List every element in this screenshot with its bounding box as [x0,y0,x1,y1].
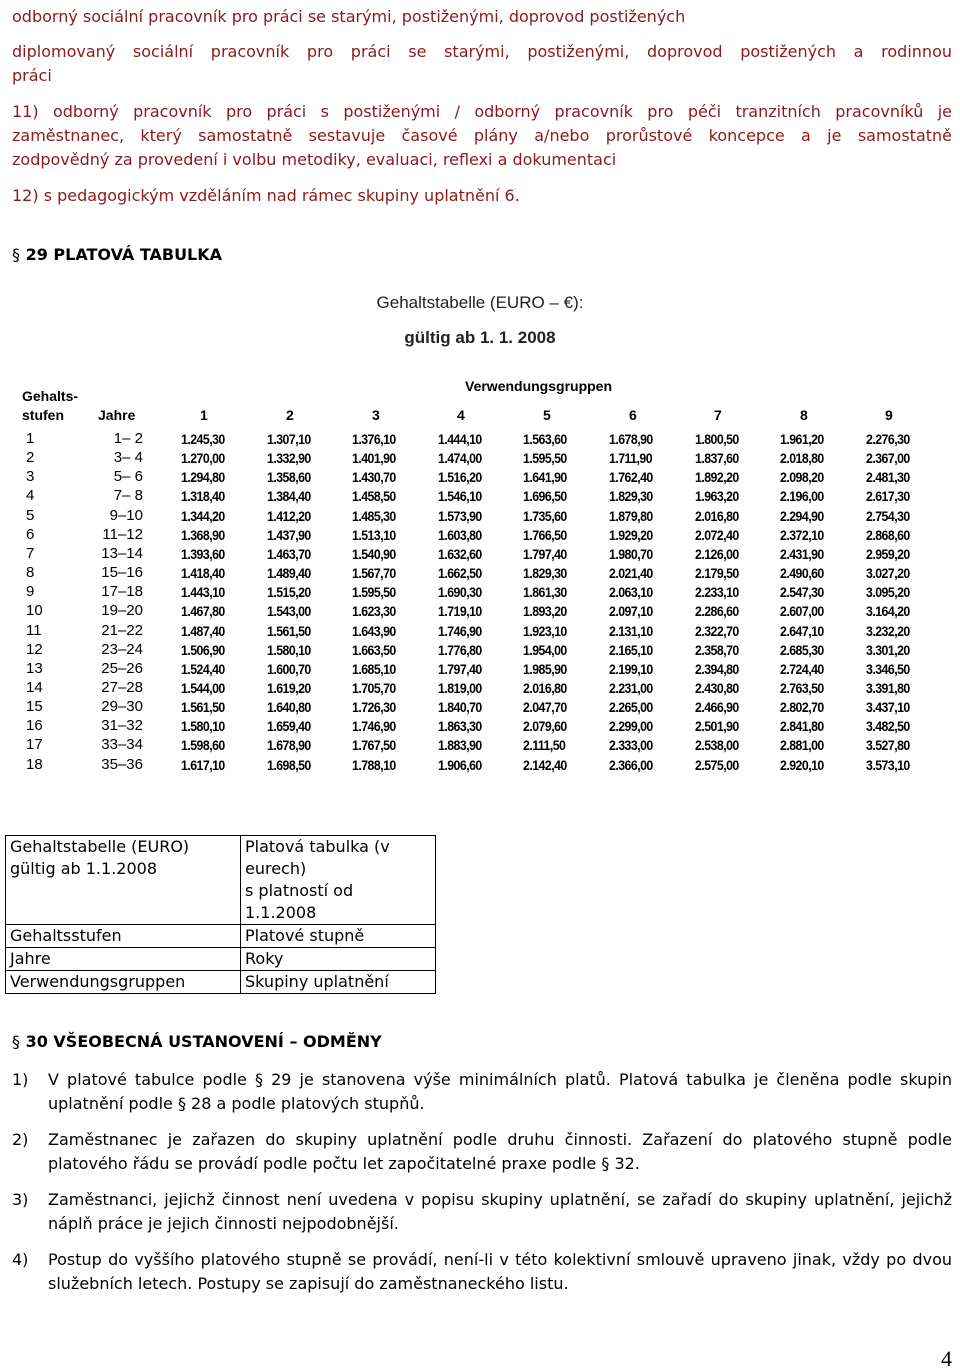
salary-value: 2.841,80 [780,718,824,734]
translation-row [6,948,436,971]
salary-value: 1.659,40 [267,718,311,734]
intro-line-5: zaměstnanec, který samostatně sestavuje časové plány a/nebo prorůstové koncepce a je samostatně [12,126,952,145]
salary-value: 1.800,50 [695,431,739,447]
jahre-cell: 17–18 [101,583,143,600]
provision-item [12,1188,952,1236]
salary-value: 2.233,10 [695,584,739,600]
salary-value: 1.567,70 [352,565,396,581]
salary-value: 1.766,50 [523,527,567,543]
salary-value: 3.527,80 [866,737,910,753]
stufe-cell: 7 [26,545,35,562]
provision-item [12,1248,952,1296]
salary-value: 1.506,90 [181,642,225,658]
salary-value: 1.985,90 [523,661,567,677]
salary-table [0,378,960,778]
salary-value: 2.366,00 [609,757,653,773]
salary-value: 1.489,40 [267,565,311,581]
salary-value: 1.513,10 [352,527,396,543]
stufe-cell: 1 [26,430,35,447]
salary-value: 1.829,30 [609,488,653,504]
salary-value: 1.487,40 [181,623,225,639]
salary-value: 2.430,80 [695,680,739,696]
salary-value: 1.619,20 [267,680,311,696]
salary-value: 1.515,20 [267,584,311,600]
section-30-heading [12,1032,382,1051]
salary-value: 2.647,10 [780,623,824,639]
salary-value: 1.401,90 [352,450,396,466]
salary-value: 2.724,40 [780,661,824,677]
item-text: Zaměstnanec je zařazen do skupiny uplatnění podle druhu činnosti. Zařazení do platového stupně podle platového řádu se provádí podle počtu let započitatelné praxe podle § 32. [48,1130,952,1173]
salary-value: 1.923,10 [523,623,567,639]
salary-value: 2.802,70 [780,699,824,715]
salary-value: 2.165,10 [609,642,653,658]
salary-value: 1.543,00 [267,603,311,619]
translation-de: Verwendungsgruppen [6,971,241,994]
salary-value: 1.892,20 [695,469,739,485]
salary-value: 1.603,80 [438,527,482,543]
salary-value: 2.358,70 [695,642,739,658]
stufe-cell: 15 [26,698,43,715]
salary-value: 2.276,30 [866,431,910,447]
jahre-cell: 29–30 [101,698,143,715]
salary-value: 2.959,20 [866,546,910,562]
salary-value: 1.617,10 [181,757,225,773]
salary-value: 1.662,50 [438,565,482,581]
salary-value: 2.097,10 [609,603,653,619]
intro-line-7: 12) s pedagogickým vzděláním nad rámec skupiny uplatnění 6. [12,186,520,205]
salary-value: 2.063,10 [609,584,653,600]
salary-value: 1.458,50 [352,488,396,504]
jahre-cell: 11–12 [102,526,143,543]
jahre-cell: 7– 8 [113,487,143,504]
salary-value: 1.840,70 [438,699,482,715]
salary-value: 1.685,10 [352,661,396,677]
salary-value: 2.490,60 [780,565,824,581]
salary-value: 1.906,60 [438,757,482,773]
salary-value: 2.575,00 [695,757,739,773]
intro-line-2: diplomovaný sociální pracovník pro práci se starými, postiženými, doprovod postižených a rodinnou [12,42,952,61]
salary-value: 2.079,60 [523,718,567,734]
stufe-cell: 18 [26,756,43,773]
salary-value: 2.098,20 [780,469,824,485]
salary-value: 1.762,40 [609,469,653,485]
group-number-header: 2 [286,407,294,423]
salary-value: 2.372,10 [780,527,824,543]
salary-value: 2.265,00 [609,699,653,715]
jahre-cell: 25–26 [101,660,143,677]
salary-value: 3.095,20 [866,584,910,600]
salary-value: 1.294,80 [181,469,225,485]
salary-value: 2.763,50 [780,680,824,696]
salary-value: 2.547,30 [780,584,824,600]
salary-value: 3.482,50 [866,718,910,734]
gehalt-subtitle: gültig ab 1. 1. 2008 [404,328,556,347]
salary-value: 1.863,30 [438,718,482,734]
salary-value: 1.384,40 [267,488,311,504]
salary-value: 2.018,80 [780,450,824,466]
salary-value: 3.301,20 [866,642,910,658]
intro-line-3: práci [12,66,52,85]
salary-value: 3.346,50 [866,661,910,677]
salary-value: 2.466,90 [695,699,739,715]
salary-value: 2.179,50 [695,565,739,581]
group-number-header: 3 [372,407,380,423]
paragraph-symbol: § [12,245,20,264]
salary-value: 1.623,30 [352,603,396,619]
group-number-header: 6 [629,407,637,423]
salary-value: 1.344,20 [181,508,225,524]
jahre-cell: 19–20 [101,602,143,619]
item-number: 1) [12,1070,29,1089]
stufe-cell: 6 [26,526,35,543]
stufe-cell: 5 [26,507,35,524]
salary-value: 1.368,90 [181,527,225,543]
stufe-cell: 14 [26,679,43,696]
salary-value: 2.299,00 [609,718,653,734]
salary-value: 1.746,90 [438,623,482,639]
salary-value: 1.711,90 [609,450,653,466]
salary-value: 1.418,40 [181,565,225,581]
salary-value: 1.485,30 [352,508,396,524]
salary-value: 2.394,80 [695,661,739,677]
salary-value: 3.232,20 [866,623,910,639]
salary-value: 2.868,60 [866,527,910,543]
salary-value: 2.016,80 [695,508,739,524]
salary-value: 2.607,00 [780,603,824,619]
salary-value: 1.788,10 [352,757,396,773]
section-29-title: 29 PLATOVÁ TABULKA [25,245,223,264]
stufe-cell: 11 [26,622,42,639]
salary-value: 2.617,30 [866,488,910,504]
salary-value: 3.573,10 [866,757,910,773]
salary-value: 1.678,90 [267,737,311,753]
group-number-header: 1 [200,407,208,423]
provision-item [12,1068,952,1116]
page-number: 4 [941,1346,952,1371]
stufen-header-line1: Gehalts- [22,388,79,404]
jahre-cell: 27–28 [101,679,143,696]
stufe-cell: 17 [26,736,43,753]
salary-value: 1.705,70 [352,680,396,696]
salary-value: 1.595,50 [523,450,567,466]
salary-value: 1.245,30 [181,431,225,447]
translation-row [6,836,436,925]
group-header: Verwendungsgruppen [465,378,613,394]
salary-value: 1.561,50 [181,699,225,715]
provision-item [12,1128,952,1176]
jahre-cell: 1– 2 [113,430,143,447]
salary-value: 3.391,80 [866,680,910,696]
salary-value: 1.546,10 [438,488,482,504]
salary-value: 1.332,90 [267,450,311,466]
group-number-header: 5 [543,407,551,423]
salary-value: 2.196,00 [780,488,824,504]
salary-value: 1.270,00 [181,450,225,466]
group-number-header: 9 [885,407,893,423]
salary-value: 1.437,90 [267,527,311,543]
jahre-header: Jahre [98,407,136,423]
paragraph-symbol: § [12,1032,20,1051]
salary-value: 1.640,80 [267,699,311,715]
salary-value: 1.463,70 [267,546,311,562]
salary-value: 1.474,00 [438,450,482,466]
salary-value: 1.318,40 [181,488,225,504]
translation-de: Gehaltstabelle (EURO) gültig ab 1.1.2008 [6,836,241,925]
salary-value: 2.021,40 [609,565,653,581]
item-text: Postup do vyššího platového stupně se provádí, není-li v této kolektivní smlouvě upraveno jinak, vždy po dvou služebních letech. Postupy se zapisují do zaměstnaneckého listu. [48,1250,952,1293]
salary-value: 3.164,20 [866,603,910,619]
salary-value: 2.016,80 [523,680,567,696]
stufe-cell: 9 [26,583,35,600]
intro-line-6: zodpovědný za provedení i volbu metodiky, evaluaci, reflexi a dokumentaci [12,150,617,169]
salary-value: 2.142,40 [523,757,567,773]
salary-value: 1.561,50 [267,623,311,639]
salary-value: 1.524,40 [181,661,225,677]
salary-value: 2.685,30 [780,642,824,658]
salary-value: 1.719,10 [438,603,482,619]
item-text: V platové tabulce podle § 29 je stanovena výše minimálních platů. Platová tabulka je členěna podle skupin uplatnění podle § 28 a podle platových stupňů. [48,1070,952,1113]
salary-value: 2.367,00 [866,450,910,466]
jahre-cell: 33–34 [101,736,143,753]
salary-value: 1.643,90 [352,623,396,639]
salary-value: 2.920,10 [780,757,824,773]
salary-value: 2.431,90 [780,546,824,562]
salary-value: 1.690,30 [438,584,482,600]
salary-value: 1.580,10 [181,718,225,734]
salary-value: 1.412,20 [267,508,311,524]
salary-value: 1.358,60 [267,469,311,485]
section-30-title: 30 VŠEOBECNÁ USTANOVENÍ [25,1032,284,1051]
salary-value: 1.632,60 [438,546,482,562]
salary-value: 1.797,40 [523,546,567,562]
salary-value: 2.881,00 [780,737,824,753]
jahre-cell: 13–14 [101,545,143,562]
translation-cs: Roky [241,948,436,971]
salary-value: 1.600,70 [267,661,311,677]
item-number: 3) [12,1190,29,1209]
jahre-cell: 23–24 [101,641,143,658]
salary-value: 1.980,70 [609,546,653,562]
salary-value: 1.516,20 [438,469,482,485]
stufen-header-line2: stufen [22,407,64,423]
salary-value: 1.861,30 [523,584,567,600]
salary-value: 1.776,80 [438,642,482,658]
salary-value: 1.837,60 [695,450,739,466]
salary-value: 1.879,80 [609,508,653,524]
salary-value: 1.954,00 [523,642,567,658]
salary-value: 1.893,20 [523,603,567,619]
stufe-cell: 10 [26,602,43,619]
salary-value: 2.322,70 [695,623,739,639]
jahre-cell: 5– 6 [113,468,143,485]
salary-value: 1.444,10 [438,431,482,447]
group-number-header: 4 [457,407,465,423]
group-number-header: 8 [800,407,808,423]
salary-value: 2.072,40 [695,527,739,543]
salary-value: 2.286,60 [695,603,739,619]
stufe-cell: 8 [26,564,35,581]
translation-cs: Platová tabulka (v eurech) s platností od 1.1.2008 [241,836,436,925]
translation-row [6,971,436,994]
jahre-cell: 31–32 [101,717,143,734]
stufe-cell: 3 [26,468,35,485]
jahre-cell: 21–22 [101,622,143,639]
translation-cs: Skupiny uplatnění [241,971,436,994]
group-number-header: 7 [714,407,722,423]
salary-value: 1.467,80 [181,603,225,619]
section-30-dash: – [289,1032,298,1051]
salary-value: 1.544,00 [181,680,225,696]
salary-value: 2.501,90 [695,718,739,734]
salary-value: 1.819,00 [438,680,482,696]
salary-value: 2.111,50 [523,737,566,753]
salary-value: 2.126,00 [695,546,739,562]
salary-value: 1.641,90 [523,469,567,485]
stufe-cell: 16 [26,717,43,734]
salary-value: 1.797,40 [438,661,482,677]
intro-line-1: odborný sociální pracovník pro práci se starými, postiženými, doprovod postižených [12,7,686,26]
salary-value: 2.231,00 [609,680,653,696]
salary-value: 1.376,10 [352,431,396,447]
intro-line-4: 11) odborný pracovník pro práci s postiženými / odborný pracovník pro péči tranzitních pracovníků je [12,102,952,121]
salary-value: 2.199,10 [609,661,653,677]
gehalt-title: Gehaltstabelle (EURO – €): [376,293,584,312]
salary-value: 2.131,10 [609,623,653,639]
jahre-cell: 15–16 [101,564,143,581]
salary-value: 2.481,30 [866,469,910,485]
salary-value: 2.294,90 [780,508,824,524]
salary-value: 1.929,20 [609,527,653,543]
salary-value: 3.027,20 [866,565,910,581]
item-number: 4) [12,1250,29,1269]
section-30-subtitle: ODMĚNY [303,1032,382,1051]
salary-value: 1.540,90 [352,546,396,562]
salary-value: 1.829,30 [523,565,567,581]
item-number: 2) [12,1130,29,1149]
salary-value: 1.663,50 [352,642,396,658]
salary-value: 1.307,10 [267,431,311,447]
stufe-cell: 13 [26,660,43,677]
translation-cs: Platové stupně [241,925,436,948]
salary-value: 1.963,20 [695,488,739,504]
jahre-cell: 9–10 [109,507,143,524]
salary-value: 1.726,30 [352,699,396,715]
salary-value: 1.698,50 [267,757,311,773]
item-text: Zaměstnanci, jejichž činnost není uvedena v popisu skupiny uplatnění, se zařadí do skupiny uplatnění, jejichž náplň práce je jejich činnosti nejpodobnější. [48,1190,952,1233]
salary-value: 2.754,30 [866,508,910,524]
translation-row [6,925,436,948]
salary-value: 1.393,60 [181,546,225,562]
stufe-cell: 12 [26,641,43,658]
salary-value: 1.595,50 [352,584,396,600]
salary-value: 3.437,10 [866,699,910,715]
jahre-cell: 35–36 [101,756,143,773]
salary-value: 2.538,00 [695,737,739,753]
jahre-cell: 3– 4 [113,449,143,466]
translation-table [5,835,436,994]
salary-value: 1.883,90 [438,737,482,753]
translation-de: Jahre [6,948,241,971]
salary-value: 1.430,70 [352,469,396,485]
salary-value: 1.767,50 [352,737,396,753]
salary-value: 1.598,60 [181,737,225,753]
salary-value: 1.961,20 [780,431,824,447]
salary-value: 1.735,60 [523,508,567,524]
salary-value: 1.580,10 [267,642,311,658]
salary-value: 1.573,90 [438,508,482,524]
salary-value: 1.443,10 [181,584,225,600]
salary-value: 1.678,90 [609,431,653,447]
section-29-heading [12,245,222,264]
stufe-cell: 2 [26,449,35,466]
stufe-cell: 4 [26,487,35,504]
salary-value: 1.563,60 [523,431,567,447]
translation-de: Gehaltsstufen [6,925,241,948]
salary-value: 2.047,70 [523,699,567,715]
salary-value: 2.333,00 [609,737,653,753]
salary-value: 1.746,90 [352,718,396,734]
salary-value: 1.696,50 [523,488,567,504]
